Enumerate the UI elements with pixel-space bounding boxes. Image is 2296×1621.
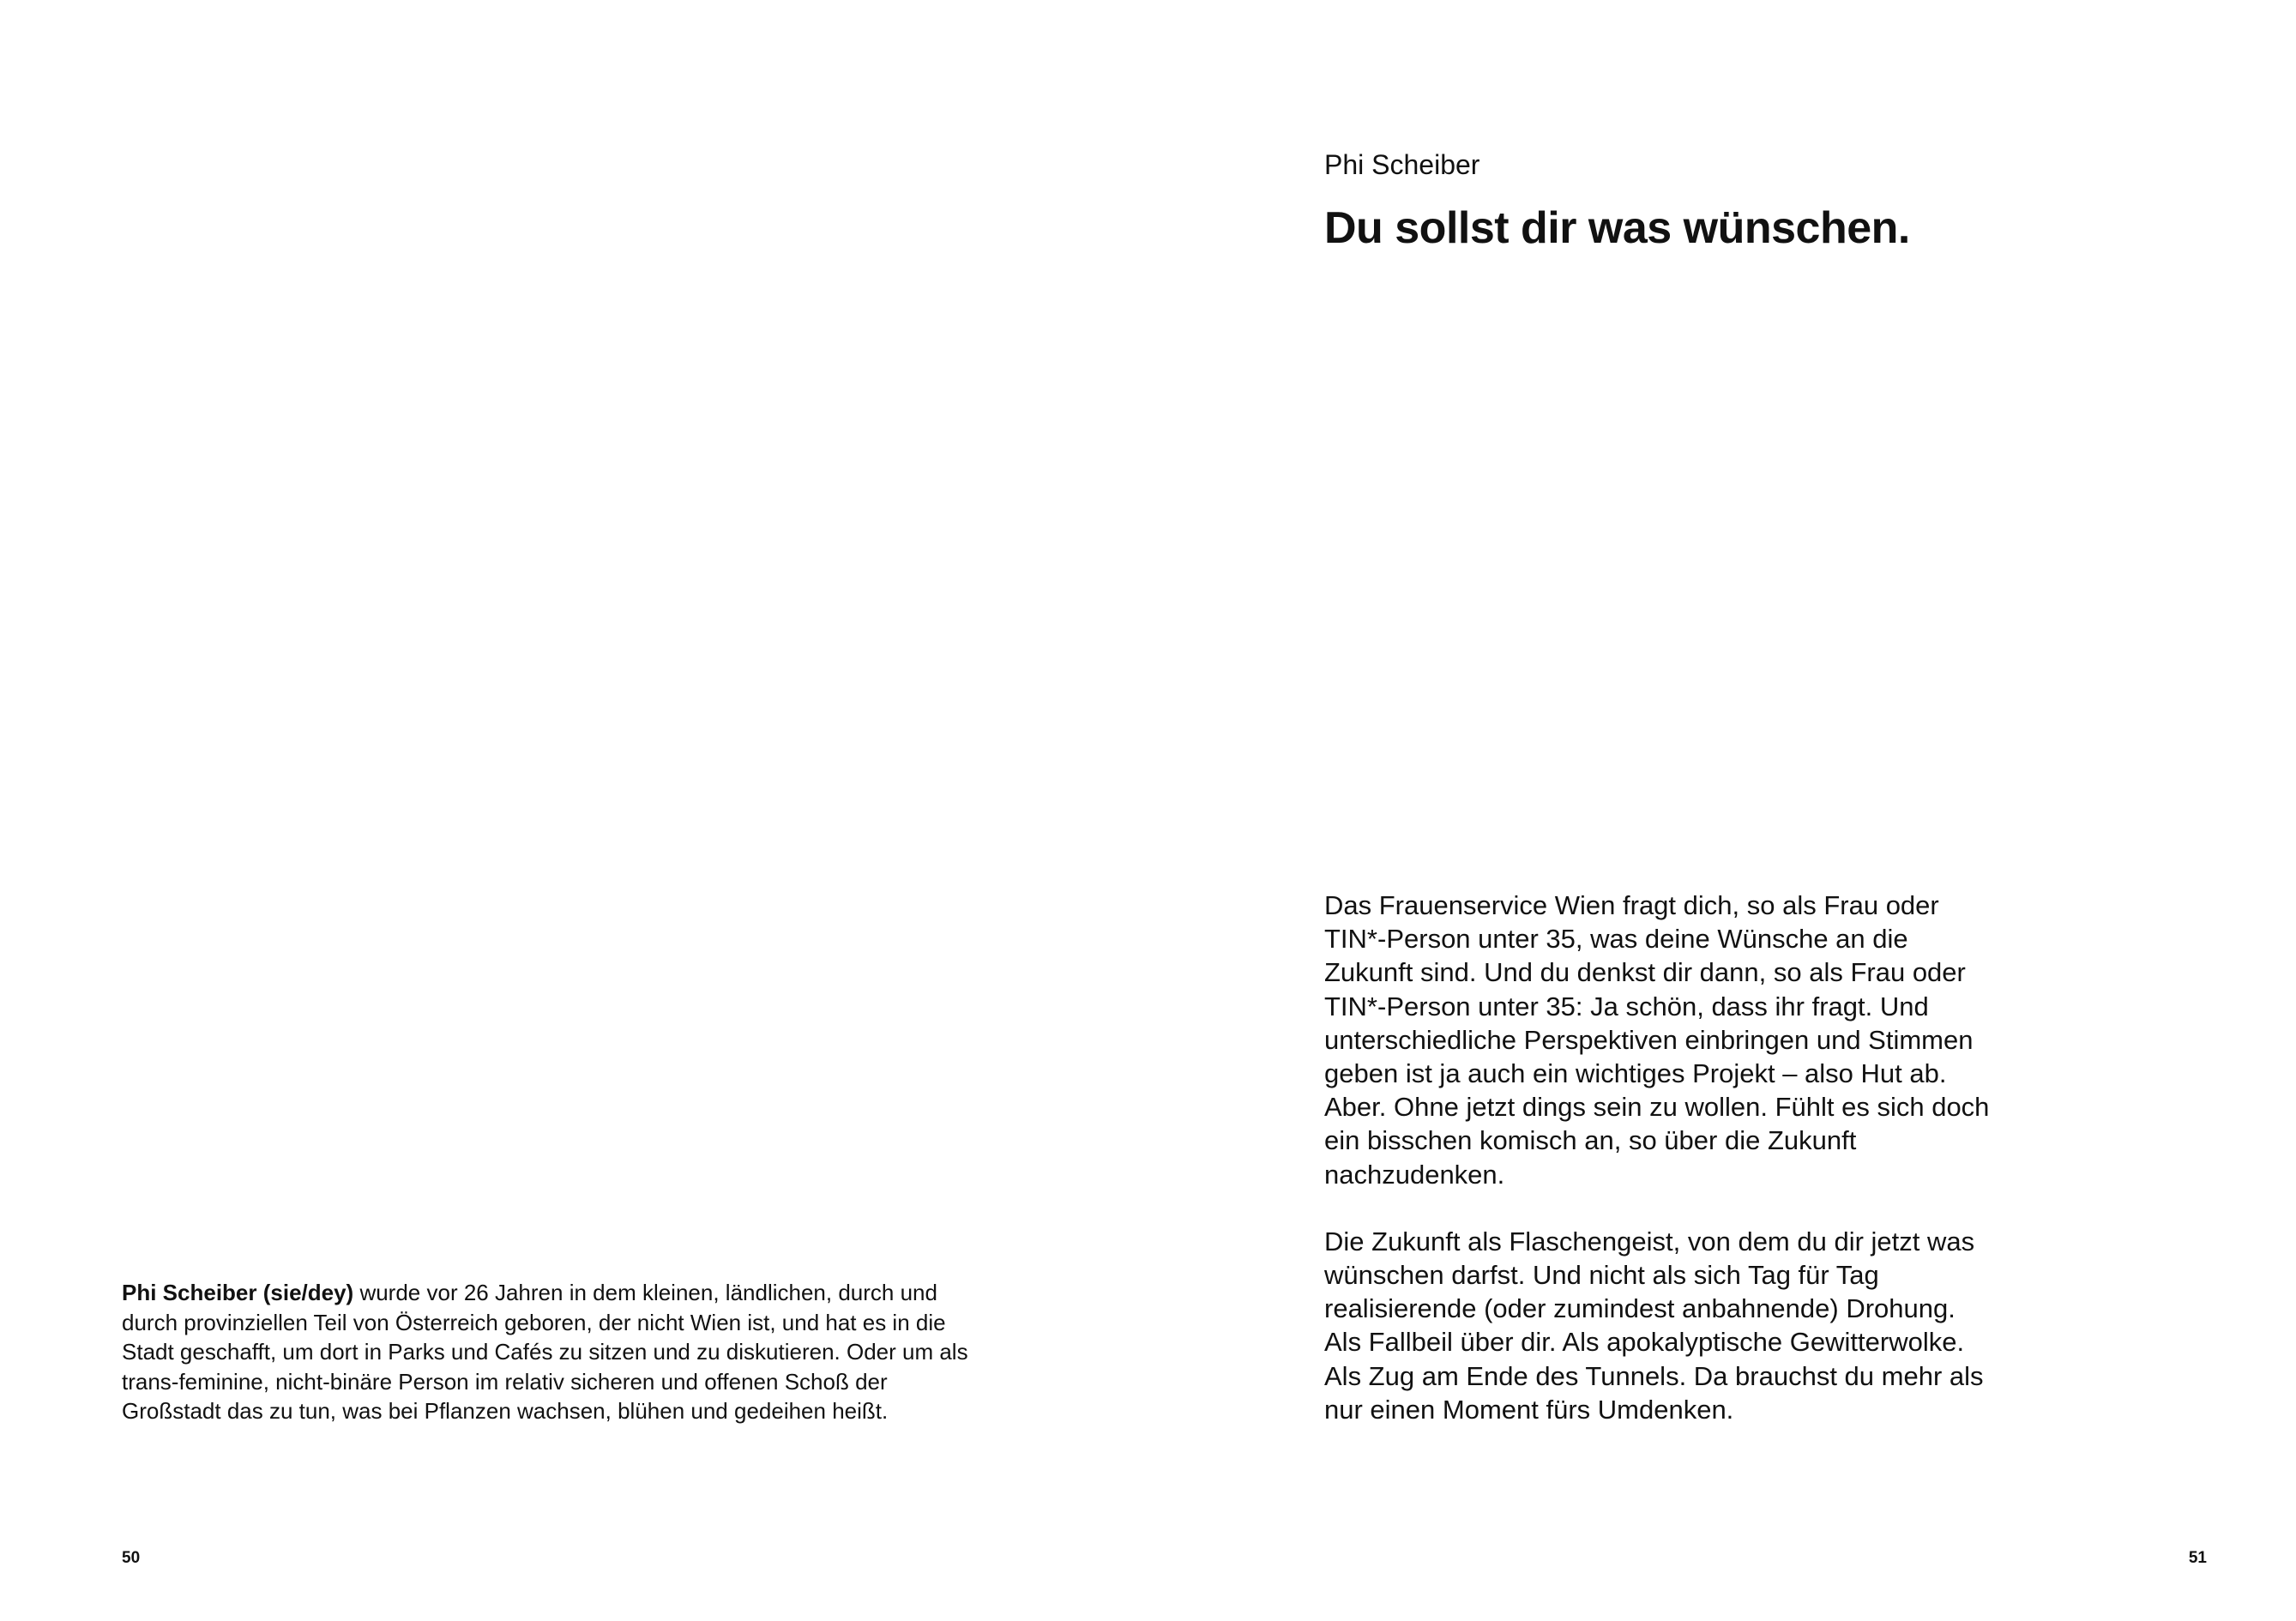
bio-text: wurde vor 26 Jahren in dem kleinen, ländlichen, durch und durch provinziellen Teil von Österreich geboren, der nicht Wien ist, und hat es in die Stadt geschafft, um dort in Parks und Cafés zu sitzen und zu diskutieren. Oder um als trans-feminine, nicht-binäre Person im relativ sicheren und offenen Schoß der Großstadt das zu tun, was bei Pflanzen wachsen, blühen und gedeihen heißt. — [122, 1280, 968, 1424]
bio-name: Phi Scheiber (sie/dey) — [122, 1280, 354, 1305]
author-bio — [122, 1278, 988, 1426]
author-name: Phi Scheiber — [1324, 149, 1480, 180]
page-title: Du sollst dir was wünschen. — [1324, 203, 1910, 253]
body-paragraph: Die Zukunft als Flaschengeist, von dem du dir jetzt was wünschen darfst. Und nicht als sich Tag für Tag realisierende (oder zumindest anbahnende) Drohung. Als Fallbeil über dir. Als apokalyptische Gewitterwolke. Als Zug am Ende des Tunnels. Da brauchst du mehr als nur einen Moment fürs Umdenken. — [1324, 1226, 1984, 1425]
body-paragraph: Das Frauenservice Wien fragt dich, so als Frau oder TIN*-Person unter 35, was deine Wünsche an die Zukunft sind. Und du denkst dir dann, so als Frau oder TIN*-Person unter 35: Ja schön, dass ihr fragt. Und unterschiedliche Perspektiven einbringen und Stimmen geben ist ja auch ein wichtiges Projekt – also Hut ab. Aber. Ohne jetzt dings sein zu wollen. Fühlt es sich doch ein bisschen komisch an, so über die Zukunft nachzudenken. — [1324, 890, 1990, 1190]
page-number-right: 51 — [2188, 1549, 2207, 1567]
body-text — [1324, 889, 1993, 1460]
page-number-left: 50 — [122, 1549, 141, 1567]
right-page — [1148, 0, 2296, 1621]
